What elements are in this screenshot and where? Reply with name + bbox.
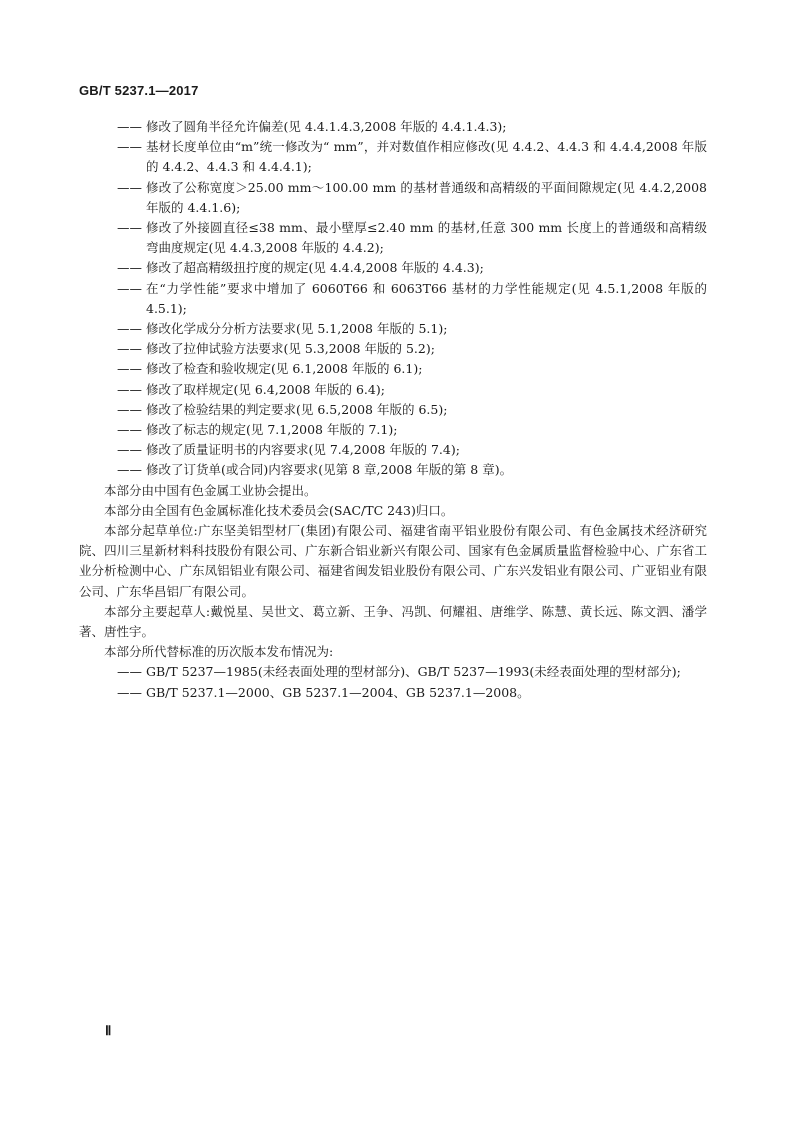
change-item — [79, 339, 707, 359]
change-item-text: 修改了标志的规定(见 7.1,2008 年版的 7.1); — [146, 422, 398, 438]
history-item-text: GB/T 5237—1985(未经表面处理的型材部分)、GB/T 5237—1993(未经表面处理的型材部分); — [146, 664, 681, 680]
paragraph-history-intro: 本部分所代替标准的历次版本发布情况为: — [104, 644, 334, 660]
change-item-text: 修改了取样规定(见 6.4,2008 年版的 6.4); — [146, 381, 385, 397]
dash-mark: —— — [117, 361, 142, 377]
history-item — [79, 683, 707, 703]
change-item-text: 在“力学性能”要求中增加了 6060T66 和 6063T66 基材的力学性能规定(见 4.5.1,2008 年版的 4.5.1); — [146, 280, 707, 316]
change-item — [79, 279, 707, 319]
change-item-text: 修改了订货单(或合同)内容要求(见第 8 章,2008 年版的第 8 章)。 — [146, 462, 513, 478]
dash-mark: —— — [117, 280, 142, 296]
dash-mark: —— — [117, 664, 142, 680]
change-item — [79, 400, 707, 420]
page-number: Ⅱ — [105, 1023, 112, 1038]
dash-mark: —— — [117, 422, 142, 438]
change-item — [79, 137, 707, 177]
change-item-text: 基材长度单位由“m”统一修改为“ mm”，并对数值作相应修改(见 4.4.2、4.4.3 和 4.4.4,2008 年版的 4.4.2、4.4.3 和 4.4.4.1); — [146, 139, 707, 175]
change-item — [79, 218, 707, 258]
change-item-text: 修改了检查和验收规定(见 6.1,2008 年版的 6.1); — [146, 361, 423, 377]
change-item-text: 修改了圆角半径允许偏差(见 4.4.1.4.3,2008 年版的 4.4.1.4.3); — [146, 119, 507, 134]
change-item — [79, 440, 707, 460]
dash-mark: —— — [117, 119, 142, 134]
change-item — [79, 359, 707, 379]
change-item-text: 修改了外接圆直径≤38 mm、最小壁厚≤2.40 mm 的基材,任意 300 mm 长度上的普通级和高精级弯曲度规定(见 4.4.3,2008 年版的 4.4.2); — [146, 220, 707, 256]
change-item — [79, 319, 707, 339]
change-item-text: 修改了质量证明书的内容要求(见 7.4,2008 年版的 7.4); — [146, 442, 460, 458]
history-item-text: GB/T 5237.1—2000、GB 5237.1—2004、GB 5237.1—2008。 — [146, 684, 530, 700]
change-item-text: 修改了拉伸试验方法要求(见 5.3,2008 年版的 5.2); — [146, 341, 435, 357]
paragraph-drafters: 本部分主要起草人:戴悦星、吴世文、葛立新、王争、冯凯、何耀祖、唐维学、陈慧、黄长远、陈文泗、潘学著、唐性宇。 — [79, 603, 707, 640]
dash-mark: —— — [117, 139, 142, 155]
change-item-text: 修改了超高精级扭拧度的规定(见 4.4.4,2008 年版的 4.4.3); — [146, 260, 484, 276]
history-list — [79, 662, 707, 702]
history-item — [79, 662, 707, 682]
change-item — [79, 258, 707, 278]
dash-mark: —— — [117, 260, 142, 276]
paragraph-centralized: 本部分由全国有色金属标准化技术委员会(SAC/TC 243)归口。 — [104, 502, 454, 518]
dash-mark: —— — [117, 220, 142, 236]
change-item-text: 修改了公称宽度＞25.00 mm～100.00 mm 的基材普通级和高精级的平面间隙规定(见 4.4.2,2008 年版的 4.4.1.6); — [146, 179, 707, 215]
change-item — [79, 460, 707, 480]
change-item — [79, 380, 707, 400]
foreword-content — [79, 117, 707, 703]
dash-mark: —— — [117, 321, 142, 337]
dash-mark: —— — [117, 179, 142, 195]
dash-mark: —— — [117, 684, 142, 700]
dash-mark: —— — [117, 341, 142, 357]
dash-mark: —— — [117, 462, 142, 478]
paragraph-drafting-units: 本部分起草单位:广东坚美铝型材厂(集团)有限公司、福建省南平铝业股份有限公司、有色金属技术经济研究院、四川三星新材料科技股份有限公司、广东新合铝业新兴有限公司、国家有色金属质量监督检验中心、广东省工业分析检测中心、广东凤铝铝业有限公司、福建省闽发铝业股份有限公司、广东兴发铝业有限公司、广亚铝业有限公司、广东华昌铝厂有限公司。 — [79, 523, 707, 599]
change-item-text: 修改化学成分分析方法要求(见 5.1,2008 年版的 5.1); — [146, 321, 448, 337]
dash-mark: —— — [117, 381, 142, 397]
paragraph-proposed: 本部分由中国有色金属工业协会提出。 — [104, 482, 317, 498]
change-item-text: 修改了检验结果的判定要求(见 6.5,2008 年版的 6.5); — [146, 401, 448, 417]
changes-list — [79, 117, 707, 481]
standard-code-header: GB/T 5237.1—2017 — [79, 83, 199, 98]
change-item — [79, 420, 707, 440]
change-item — [79, 117, 707, 137]
dash-mark: —— — [117, 401, 142, 417]
change-item — [79, 178, 707, 218]
dash-mark: —— — [117, 442, 142, 458]
